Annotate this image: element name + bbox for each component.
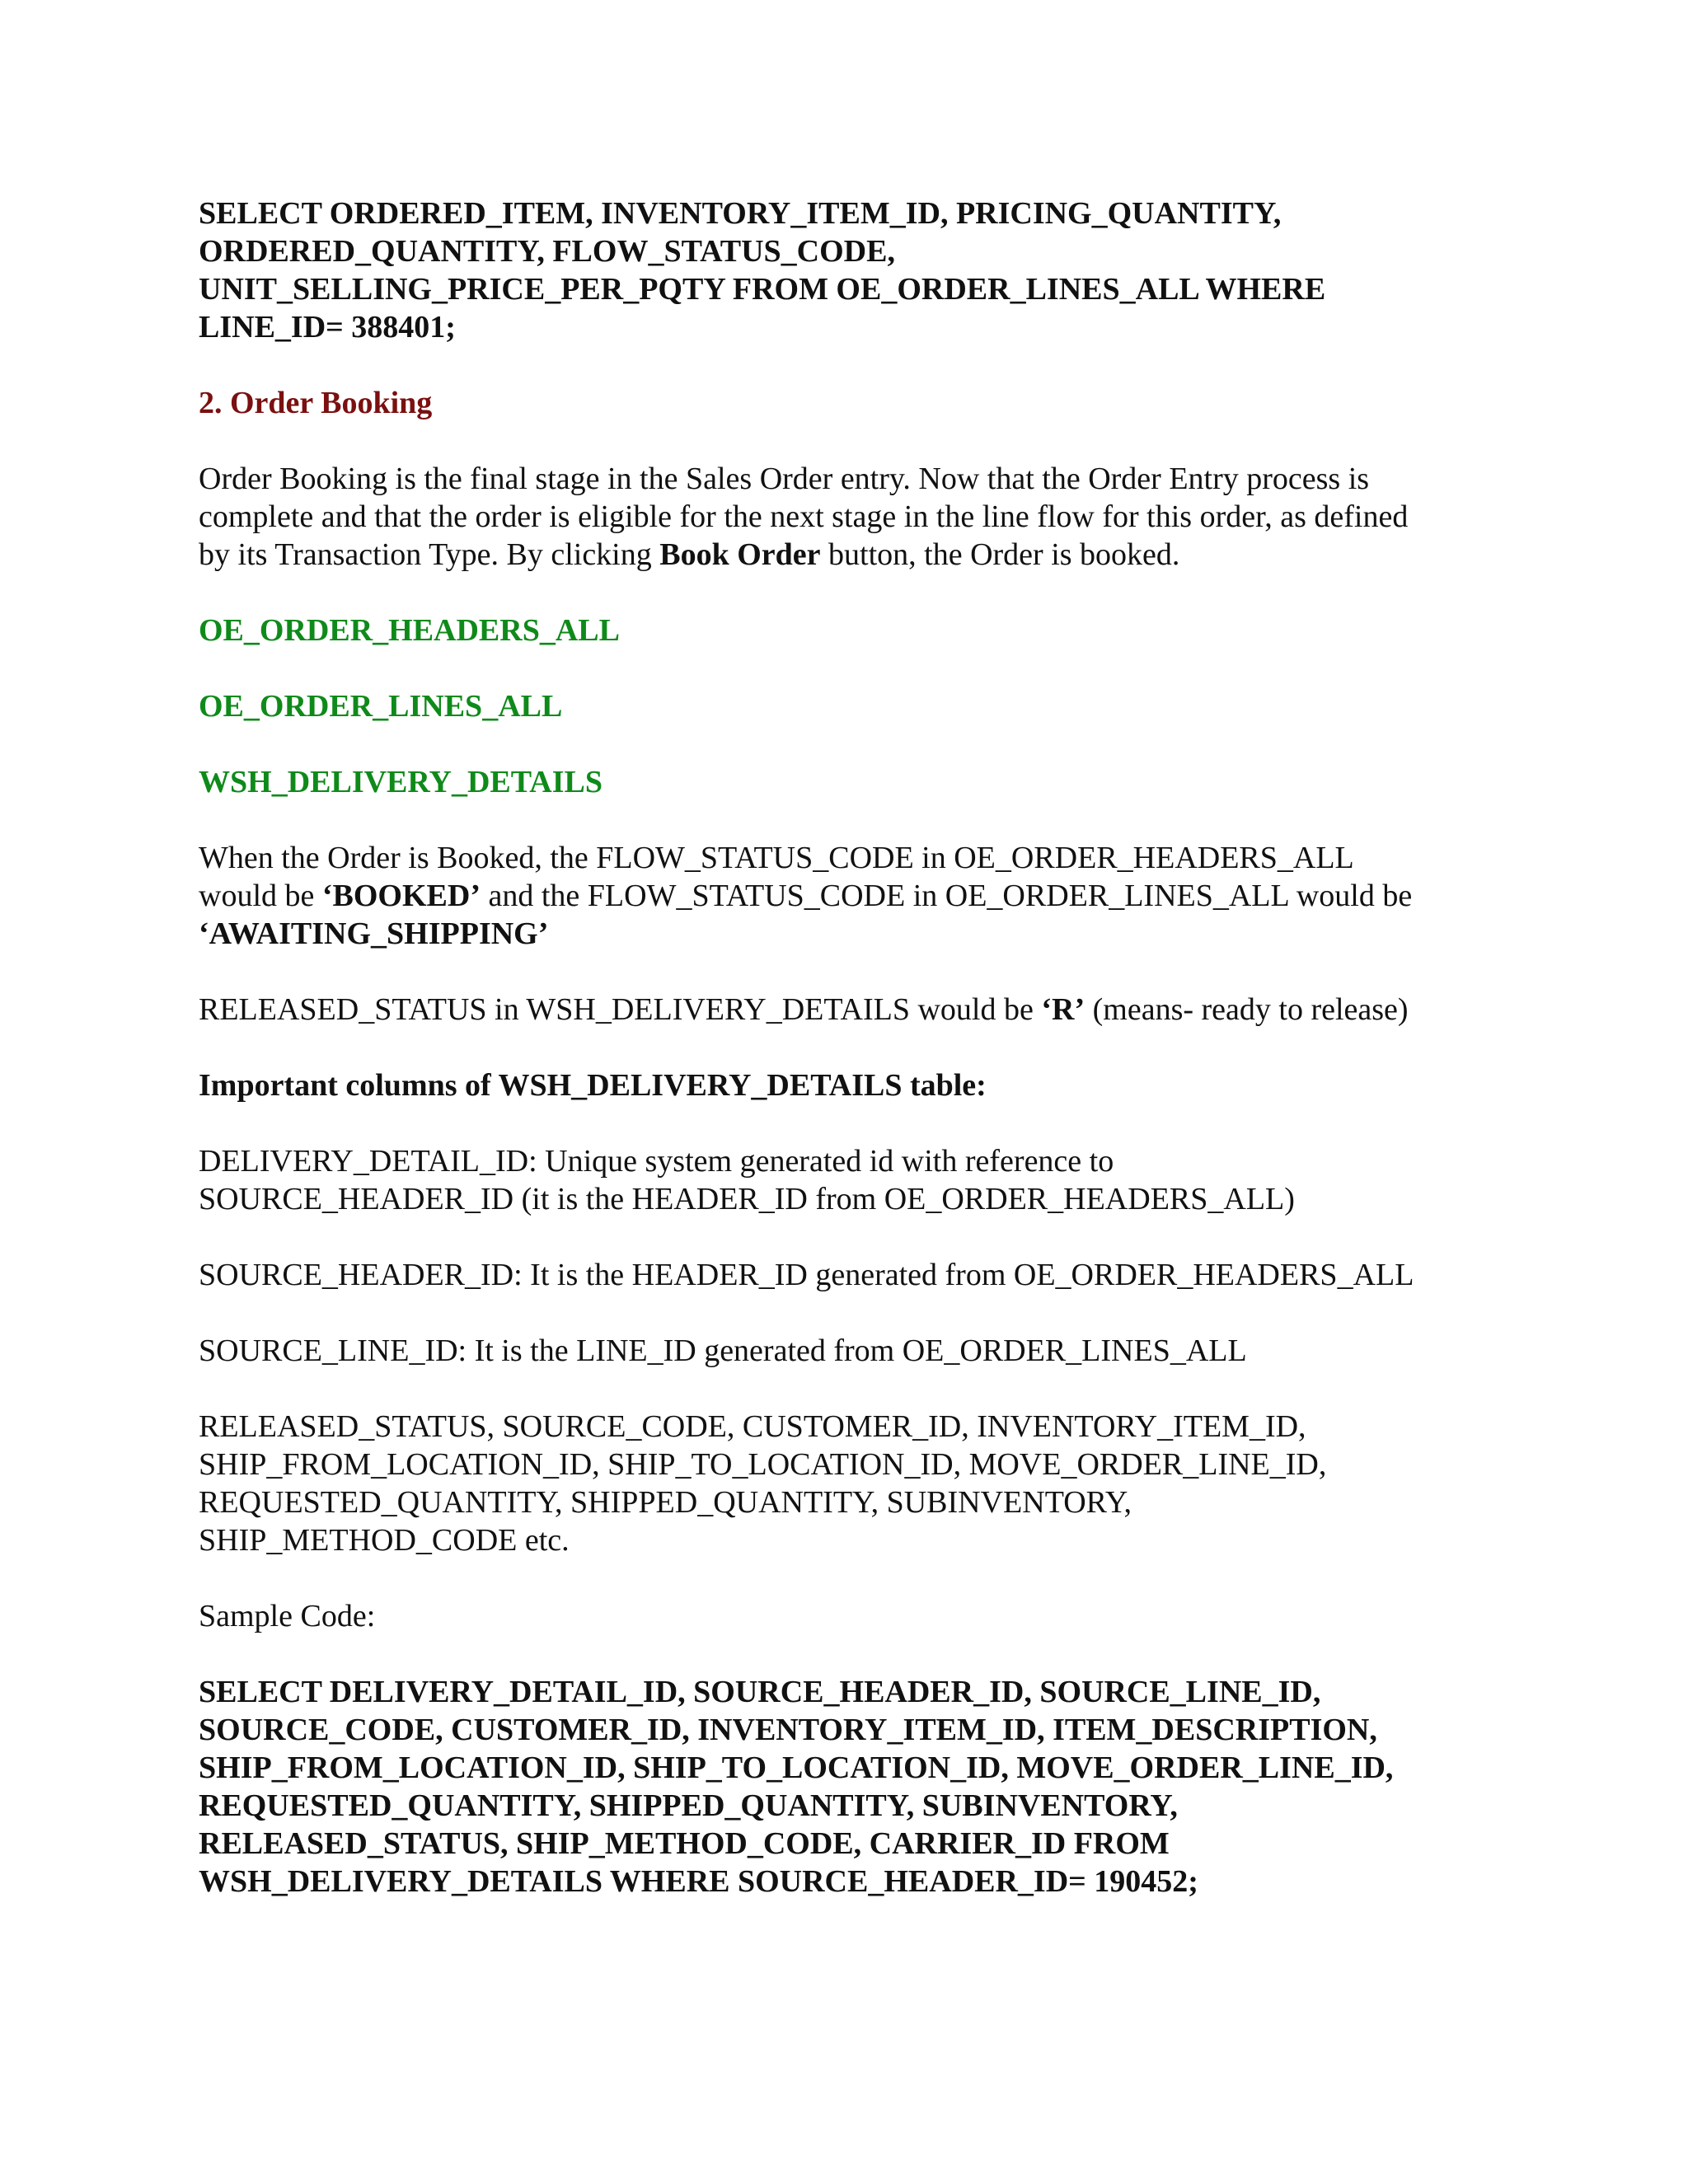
sql-line: ORDERED_QUANTITY, FLOW_STATUS_CODE, bbox=[199, 234, 895, 269]
sql-line: WSH_DELIVERY_DETAILS WHERE SOURCE_HEADER_ID= 190452; bbox=[199, 1864, 1198, 1899]
text-line: complete and that the order is eligible for the next stage in the line flow for this order, as defined bbox=[199, 499, 1409, 534]
text-line: Order Booking is the final stage in the Sales Order entry. Now that the Order Entry process is bbox=[199, 462, 1370, 496]
text-segment: button, the Order is booked. bbox=[820, 537, 1180, 572]
released-r-emphasis: ‘R’ bbox=[1041, 992, 1085, 1027]
sql-query-order-lines bbox=[199, 194, 1507, 346]
text-line bbox=[199, 991, 1507, 1029]
text-line bbox=[199, 877, 1507, 915]
source-header-id-description: SOURCE_HEADER_ID: It is the HEADER_ID generated from OE_ORDER_HEADERS_ALL bbox=[199, 1258, 1414, 1292]
text-line bbox=[199, 536, 1507, 574]
text-line: REQUESTED_QUANTITY, SHIPPED_QUANTITY, SUBINVENTORY, bbox=[199, 1485, 1132, 1520]
text-line: RELEASED_STATUS, SOURCE_CODE, CUSTOMER_ID, INVENTORY_ITEM_ID, bbox=[199, 1409, 1306, 1444]
delivery-detail-id-description bbox=[199, 1142, 1507, 1218]
text-line: SOURCE_HEADER_ID (it is the HEADER_ID from OE_ORDER_HEADERS_ALL) bbox=[199, 1182, 1295, 1216]
sql-line: REQUESTED_QUANTITY, SHIPPED_QUANTITY, SUBINVENTORY, bbox=[199, 1788, 1178, 1823]
text-line: SHIP_FROM_LOCATION_ID, SHIP_TO_LOCATION_ID, MOVE_ORDER_LINE_ID, bbox=[199, 1447, 1327, 1482]
sql-line: UNIT_SELLING_PRICE_PER_PQTY FROM OE_ORDER_LINES_ALL WHERE bbox=[199, 272, 1326, 307]
text-segment: and the FLOW_STATUS_CODE in OE_ORDER_LINES_ALL would be bbox=[481, 879, 1413, 913]
text-line: SHIP_METHOD_CODE etc. bbox=[199, 1523, 570, 1558]
sql-line: LINE_ID= 388401; bbox=[199, 310, 456, 344]
booked-emphasis: ‘BOOKED’ bbox=[321, 879, 481, 913]
table-name-delivery-details: WSH_DELIVERY_DETAILS bbox=[199, 765, 603, 799]
other-columns-list bbox=[199, 1408, 1507, 1559]
text-segment: RELEASED_STATUS in WSH_DELIVERY_DETAILS would be bbox=[199, 992, 1042, 1027]
sql-line: SELECT DELIVERY_DETAIL_ID, SOURCE_HEADER_ID, SOURCE_LINE_ID, bbox=[199, 1675, 1321, 1709]
table-name-headers: OE_ORDER_HEADERS_ALL bbox=[199, 613, 620, 648]
sql-line: SHIP_FROM_LOCATION_ID, SHIP_TO_LOCATION_ID, MOVE_ORDER_LINE_ID, bbox=[199, 1750, 1394, 1785]
text-segment: by its Transaction Type. By clicking bbox=[199, 537, 660, 572]
source-line-id-description: SOURCE_LINE_ID: It is the LINE_ID generated from OE_ORDER_LINES_ALL bbox=[199, 1333, 1247, 1368]
booked-status-description bbox=[199, 839, 1507, 953]
table-name-lines: OE_ORDER_LINES_ALL bbox=[199, 689, 563, 724]
sql-line: SELECT ORDERED_ITEM, INVENTORY_ITEM_ID, PRICING_QUANTITY, bbox=[199, 196, 1282, 231]
sql-line: SOURCE_CODE, CUSTOMER_ID, INVENTORY_ITEM_ID, ITEM_DESCRIPTION, bbox=[199, 1713, 1377, 1747]
sample-code-label: Sample Code: bbox=[199, 1599, 376, 1633]
section-heading-order-booking: 2. Order Booking bbox=[199, 386, 433, 420]
sql-query-delivery-details bbox=[199, 1673, 1507, 1900]
order-booking-description bbox=[199, 460, 1507, 574]
awaiting-shipping-emphasis: ‘AWAITING_SHIPPING’ bbox=[199, 916, 549, 951]
text-segment: (means- ready to release) bbox=[1085, 992, 1409, 1027]
released-status-description bbox=[199, 991, 1507, 1029]
book-order-emphasis: Book Order bbox=[659, 537, 821, 572]
text-segment: would be bbox=[199, 879, 322, 913]
important-columns-heading: Important columns of WSH_DELIVERY_DETAILS table: bbox=[199, 1068, 987, 1103]
text-line: DELIVERY_DETAIL_ID: Unique system generated id with reference to bbox=[199, 1144, 1114, 1179]
sql-line: RELEASED_STATUS, SHIP_METHOD_CODE, CARRIER_ID FROM bbox=[199, 1826, 1170, 1861]
text-line: When the Order is Booked, the FLOW_STATUS_CODE in OE_ORDER_HEADERS_ALL bbox=[199, 841, 1354, 875]
